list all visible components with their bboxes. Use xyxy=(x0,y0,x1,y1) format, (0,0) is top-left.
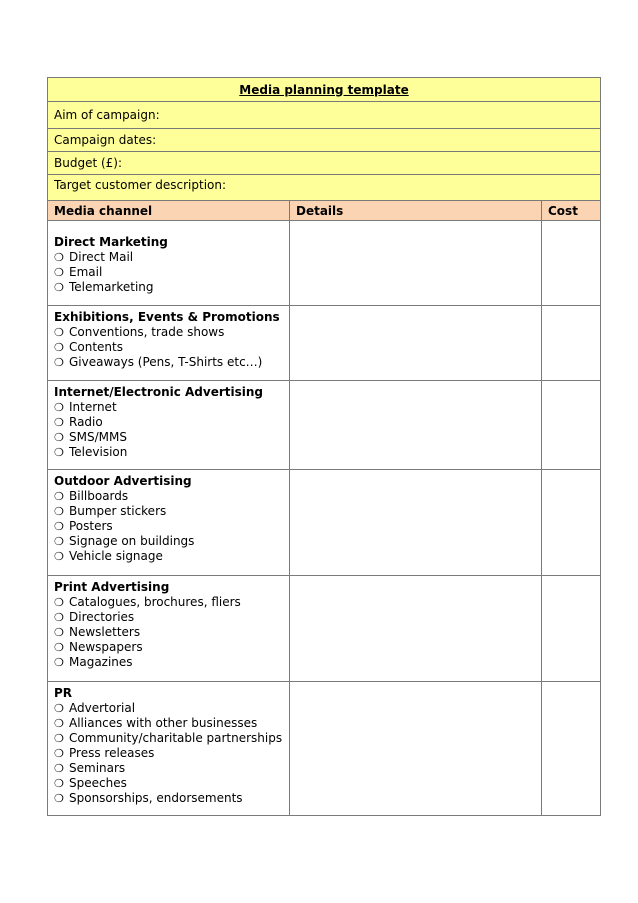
checkbox-circle-icon[interactable]: ❍ xyxy=(54,281,64,294)
checklist-item[interactable] xyxy=(54,791,285,806)
checklist-item-label: Giveaways (Pens, T-Shirts etc…) xyxy=(69,355,263,369)
checklist-item[interactable] xyxy=(54,640,285,655)
checklist-item-label: Alliances with other businesses xyxy=(69,716,258,730)
checkbox-circle-icon[interactable]: ❍ xyxy=(54,326,64,339)
checkbox-circle-icon[interactable]: ❍ xyxy=(54,611,64,624)
details-cell[interactable] xyxy=(290,576,542,682)
aim-row xyxy=(48,102,601,129)
checkbox-circle-icon[interactable]: ❍ xyxy=(54,446,64,459)
checkbox-circle-icon[interactable]: ❍ xyxy=(54,596,64,609)
checkbox-circle-icon[interactable]: ❍ xyxy=(54,520,64,533)
media-channel-cell xyxy=(48,381,290,470)
category-title: Outdoor Advertising xyxy=(54,474,192,488)
checklist-item[interactable] xyxy=(54,595,285,610)
checklist-item[interactable] xyxy=(54,534,285,549)
details-cell[interactable] xyxy=(290,682,542,816)
checklist-item[interactable] xyxy=(54,415,285,430)
checklist-item-label: Newsletters xyxy=(69,625,141,639)
checklist-item-label: Community/charitable partnerships xyxy=(69,731,283,745)
checklist-item[interactable] xyxy=(54,355,285,370)
checklist-item[interactable] xyxy=(54,761,285,776)
checkbox-circle-icon[interactable]: ❍ xyxy=(54,792,64,805)
category-title: Direct Marketing xyxy=(54,235,168,249)
checkbox-circle-icon[interactable]: ❍ xyxy=(54,416,64,429)
checklist-item[interactable] xyxy=(54,625,285,640)
checklist-item[interactable] xyxy=(54,746,285,761)
budget-field[interactable]: Budget (£): xyxy=(48,152,601,175)
checklist-item[interactable] xyxy=(54,549,285,564)
table-title: Media planning template xyxy=(48,78,601,102)
dates-field[interactable]: Campaign dates: xyxy=(48,129,601,152)
category-row xyxy=(48,381,601,470)
checklist-item[interactable] xyxy=(54,701,285,716)
checklist-item[interactable] xyxy=(54,519,285,534)
media-channel-cell xyxy=(48,576,290,682)
checkbox-circle-icon[interactable]: ❍ xyxy=(54,341,64,354)
cost-cell[interactable] xyxy=(542,221,601,306)
checklist-item-label: Bumper stickers xyxy=(69,504,167,518)
checklist-item-label: Radio xyxy=(69,415,103,429)
category-title: Internet/Electronic Advertising xyxy=(54,385,264,399)
category-rows xyxy=(48,221,601,816)
checkbox-circle-icon[interactable]: ❍ xyxy=(54,431,64,444)
cost-cell[interactable] xyxy=(542,381,601,470)
category-title: Print Advertising xyxy=(54,580,170,594)
checkbox-circle-icon[interactable]: ❍ xyxy=(54,505,64,518)
column-header-details: Details xyxy=(290,201,542,221)
cost-cell[interactable] xyxy=(542,682,601,816)
checklist-item-label: Signage on buildings xyxy=(69,534,195,548)
category-title: PR xyxy=(54,686,73,700)
category-row xyxy=(48,682,601,816)
checklist-item-label: Directories xyxy=(69,610,135,624)
checkbox-circle-icon[interactable]: ❍ xyxy=(54,732,64,745)
checklist-item[interactable] xyxy=(54,280,285,295)
checkbox-circle-icon[interactable]: ❍ xyxy=(54,401,64,414)
checkbox-circle-icon[interactable]: ❍ xyxy=(54,356,64,369)
checklist-item-label: Billboards xyxy=(69,489,129,503)
cost-cell[interactable] xyxy=(542,470,601,576)
checkbox-circle-icon[interactable]: ❍ xyxy=(54,762,64,775)
checkbox-circle-icon[interactable]: ❍ xyxy=(54,266,64,279)
checklist-item-label: Telemarketing xyxy=(69,280,154,294)
checklist-item[interactable] xyxy=(54,716,285,731)
category-row xyxy=(48,576,601,682)
media-channel-cell xyxy=(48,682,290,816)
checklist-item[interactable] xyxy=(54,265,285,280)
checklist-item[interactable] xyxy=(54,655,285,670)
column-header-cost: Cost xyxy=(542,201,601,221)
media-channel-cell xyxy=(48,306,290,381)
checklist-item-label: Sponsorships, endorsements xyxy=(69,791,243,805)
column-header-channel: Media channel xyxy=(48,201,290,221)
checkbox-circle-icon[interactable]: ❍ xyxy=(54,550,64,563)
checkbox-circle-icon[interactable]: ❍ xyxy=(54,251,64,264)
checkbox-circle-icon[interactable]: ❍ xyxy=(54,777,64,790)
checkbox-circle-icon[interactable]: ❍ xyxy=(54,535,64,548)
checklist-item-label: Speeches xyxy=(69,776,127,790)
category-row xyxy=(48,470,601,576)
checklist-item[interactable] xyxy=(54,400,285,415)
checklist-item-label: Email xyxy=(69,265,103,279)
title-row xyxy=(48,78,601,102)
checkbox-circle-icon[interactable]: ❍ xyxy=(54,641,64,654)
checklist-item-label: Television xyxy=(69,445,128,459)
checklist-item-label: Internet xyxy=(69,400,117,414)
cost-cell[interactable] xyxy=(542,576,601,682)
details-cell[interactable] xyxy=(290,221,542,306)
category-row xyxy=(48,221,601,306)
details-cell[interactable] xyxy=(290,381,542,470)
dates-row xyxy=(48,129,601,152)
checkbox-circle-icon[interactable]: ❍ xyxy=(54,717,64,730)
checklist-item-label: SMS/MMS xyxy=(69,430,127,444)
media-planning-table xyxy=(47,77,601,816)
checklist-item[interactable] xyxy=(54,445,285,460)
column-header-row xyxy=(48,201,601,221)
checklist-item-label: Press releases xyxy=(69,746,155,760)
details-cell[interactable] xyxy=(290,470,542,576)
checklist-item-label: Magazines xyxy=(69,655,133,669)
checkbox-circle-icon[interactable]: ❍ xyxy=(54,656,64,669)
checklist-item[interactable] xyxy=(54,325,285,340)
checklist-item[interactable] xyxy=(54,250,285,265)
checklist-item[interactable] xyxy=(54,489,285,504)
checklist-item[interactable] xyxy=(54,340,285,355)
checkbox-circle-icon[interactable]: ❍ xyxy=(54,747,64,760)
target-field[interactable]: Target customer description: xyxy=(48,175,601,201)
media-channel-cell xyxy=(48,221,290,306)
checklist-item-label: Conventions, trade shows xyxy=(69,325,225,339)
checklist-item-label: Direct Mail xyxy=(69,250,134,264)
checklist-item-label: Contents xyxy=(69,340,123,354)
media-channel-cell xyxy=(48,470,290,576)
checklist-item-label: Catalogues, brochures, fliers xyxy=(69,595,241,609)
checklist-item[interactable] xyxy=(54,731,285,746)
category-title: Exhibitions, Events & Promotions xyxy=(54,310,280,324)
aim-field[interactable]: Aim of campaign: xyxy=(48,102,601,129)
cost-cell[interactable] xyxy=(542,306,601,381)
checklist-item[interactable] xyxy=(54,610,285,625)
checkbox-circle-icon[interactable]: ❍ xyxy=(54,626,64,639)
checklist-item-label: Seminars xyxy=(69,761,126,775)
checklist-item-label: Advertorial xyxy=(69,701,136,715)
budget-row xyxy=(48,152,601,175)
checklist-item-label: Vehicle signage xyxy=(69,549,163,563)
checklist-item-label: Posters xyxy=(69,519,113,533)
checkbox-circle-icon[interactable]: ❍ xyxy=(54,490,64,503)
checklist-item[interactable] xyxy=(54,504,285,519)
checklist-item[interactable] xyxy=(54,430,285,445)
target-row xyxy=(48,175,601,201)
checklist-item[interactable] xyxy=(54,776,285,791)
checklist-item-label: Newspapers xyxy=(69,640,143,654)
details-cell[interactable] xyxy=(290,306,542,381)
category-row xyxy=(48,306,601,381)
checkbox-circle-icon[interactable]: ❍ xyxy=(54,702,64,715)
